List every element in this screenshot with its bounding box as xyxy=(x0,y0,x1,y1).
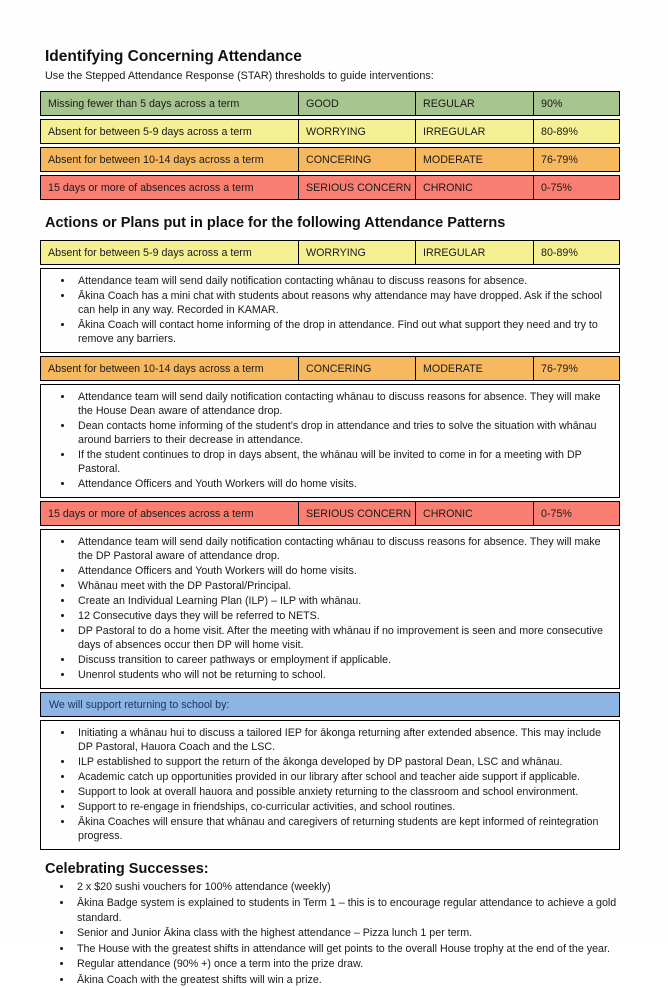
bullet-item: • DP Pastoral to do a home visit. After the meeting with whānau if no improvement is seen and more consecutive days of absences occur then DP will home visit. xyxy=(74,624,611,652)
cell-percentage: 76-79% xyxy=(541,363,578,376)
action-bullets-worrying xyxy=(40,268,620,353)
cell-threshold: Absent for between 10-14 days across a term xyxy=(41,148,299,171)
cell-threshold: Missing fewer than 5 days across a term xyxy=(41,92,299,115)
bullet-item: • If the student continues to drop in days absent, the whānau will be invited to come in for a meeting with DP Pastoral. xyxy=(74,448,611,476)
bullet-list xyxy=(41,535,611,682)
cell-status: WORRYING xyxy=(299,241,416,264)
bullet-item: • Initiating a whānau hui to discuss a tailored IEP for ākonga returning after extended absence. This may include DP Pastoral, Hauora Coach and the LSC. xyxy=(74,726,611,754)
cell-category: MODERATE xyxy=(416,357,534,380)
bullet-item: • Unenrol students who will not be returning to school. xyxy=(74,668,611,682)
star-thresholds-table xyxy=(40,91,620,200)
support-banner: We will support returning to school by: xyxy=(40,692,620,717)
bullet-list xyxy=(41,390,611,491)
bullet-item: • The House with the greatest shifts in attendance will get points to the overall House trophy at the end of the year. xyxy=(73,942,620,957)
cell-category: REGULAR xyxy=(416,92,534,115)
bullet-item: • Academic catch up opportunities provided in our library after school and teacher aide support if applicable. xyxy=(74,770,611,784)
table-row-worrying xyxy=(40,119,620,144)
bullet-item: • Attendance team will send daily notification contacting whānau to discuss reasons for absence. They will make the House Dean aware of attendance drop. xyxy=(74,390,611,418)
page-title: Identifying Concerning Attendance xyxy=(45,48,302,65)
bullet-item: • Ākina Badge system is explained to students in Term 1 – this is to encourage regular attendance to achieve a gold standard. xyxy=(73,896,620,925)
cell-threshold: Absent for between 10-14 days across a term xyxy=(41,357,299,380)
cell-status: CONCERING xyxy=(299,148,416,171)
table-row-serious xyxy=(40,175,620,200)
cell-status: GOOD xyxy=(299,92,416,115)
cell-category: CHRONIC xyxy=(416,502,534,525)
action-header-worrying xyxy=(40,240,620,265)
bullet-item: • 2 x $20 sushi vouchers for 100% attendance (weekly) xyxy=(73,880,620,895)
support-bullets xyxy=(40,720,620,850)
bullet-item: • 12 Consecutive days they will be referred to NETS. xyxy=(74,609,611,623)
bullet-item: • Attendance Officers and Youth Workers will do home visits. xyxy=(74,564,611,578)
cell-category: IRREGULAR xyxy=(416,241,534,264)
cell-percentage: 80-89% xyxy=(541,126,578,138)
cell-threshold: 15 days or more of absences across a term xyxy=(41,502,299,525)
cell-threshold: Absent for between 5-9 days across a term xyxy=(41,241,299,264)
action-bullets-serious xyxy=(40,529,620,689)
action-header-concerning xyxy=(40,356,620,381)
cell-status: CONCERING xyxy=(299,357,416,380)
cell-percentage: 90% xyxy=(541,98,563,110)
bullet-item: • Regular attendance (90% +) once a term into the prize draw. xyxy=(73,957,620,972)
cell-category: MODERATE xyxy=(416,148,534,171)
bullet-item: • ILP established to support the return of the ākonga developed by DP pastoral Dean, LSC and whānau. xyxy=(74,755,611,769)
celebrating-bullet-list xyxy=(45,880,620,987)
table-row-good xyxy=(40,91,620,116)
action-header-serious xyxy=(40,501,620,526)
table-row-concerning xyxy=(40,147,620,172)
bullet-item: • Dean contacts home informing of the student’s drop in attendance and tries to solve the situation with whānau around barriers to their decrease in attendance. xyxy=(74,419,611,447)
cell-category: IRREGULAR xyxy=(416,120,534,143)
action-bullets-concerning xyxy=(40,384,620,498)
cell-category: CHRONIC xyxy=(416,176,534,199)
bullet-item: • Whānau meet with the DP Pastoral/Principal. xyxy=(74,579,611,593)
bullet-item: • Ākina Coach with the greatest shifts will win a prize. xyxy=(73,973,620,987)
cell-status: SERIOUS CONCERN xyxy=(299,176,416,199)
cell-percentage: 80-89% xyxy=(541,247,578,259)
bullet-item: • Support to look at overall hauora and possible anxiety returning to the classroom and school environment. xyxy=(74,785,611,799)
cell-threshold: 15 days or more of absences across a term xyxy=(41,176,299,199)
cell-status: SERIOUS CONCERN xyxy=(299,502,416,525)
cell-percentage: 0-75% xyxy=(541,508,572,521)
bullet-item: • Create an Individual Learning Plan (ILP) – ILP with whānau. xyxy=(74,594,611,608)
cell-status: WORRYING xyxy=(299,120,416,143)
actions-section-title: Actions or Plans put in place for the following Attendance Patterns xyxy=(45,215,506,231)
bullet-item: • Ākina Coach will contact home informing of the drop in attendance. Find out what support they need and try to remove any barriers. xyxy=(74,318,611,346)
actions-table xyxy=(40,240,620,850)
bullet-item: • Attendance team will send daily notification contacting whānau to discuss reasons for absence. They will make the DP Pastoral aware of attendance drop. xyxy=(74,535,611,563)
bullet-item: • Attendance team will send daily notification contacting whānau to discuss reasons for absence. xyxy=(74,274,611,288)
bullet-item: • Ākina Coach has a mini chat with students about reasons why attendance may have dropped. Ask if the school can help in any way. Recorded in KAMAR. xyxy=(74,289,611,317)
bullet-list xyxy=(41,726,611,843)
bullet-item: • Senior and Junior Ākina class with the highest attendance – Pizza lunch 1 per term. xyxy=(73,926,620,941)
bullet-item: • Attendance Officers and Youth Workers will do home visits. xyxy=(74,477,611,491)
celebrating-section-title: Celebrating Successes: xyxy=(45,861,209,878)
page-subtitle: Use the Stepped Attendance Response (STAR) thresholds to guide interventions: xyxy=(45,70,434,82)
bullet-item: • Support to re-engage in friendships, co-curricular activities, and school routines. xyxy=(74,800,611,814)
cell-threshold: Absent for between 5-9 days across a term xyxy=(41,120,299,143)
bullet-item: • Ākina Coaches will ensure that whānau and caregivers of returning students are kept informed of reintegration progress. xyxy=(74,815,611,843)
cell-percentage: 76-79% xyxy=(541,154,578,166)
bullet-item: • Discuss transition to career pathways or employment if applicable. xyxy=(74,653,611,667)
bullet-list xyxy=(41,274,611,346)
cell-percentage: 0-75% xyxy=(541,182,572,194)
